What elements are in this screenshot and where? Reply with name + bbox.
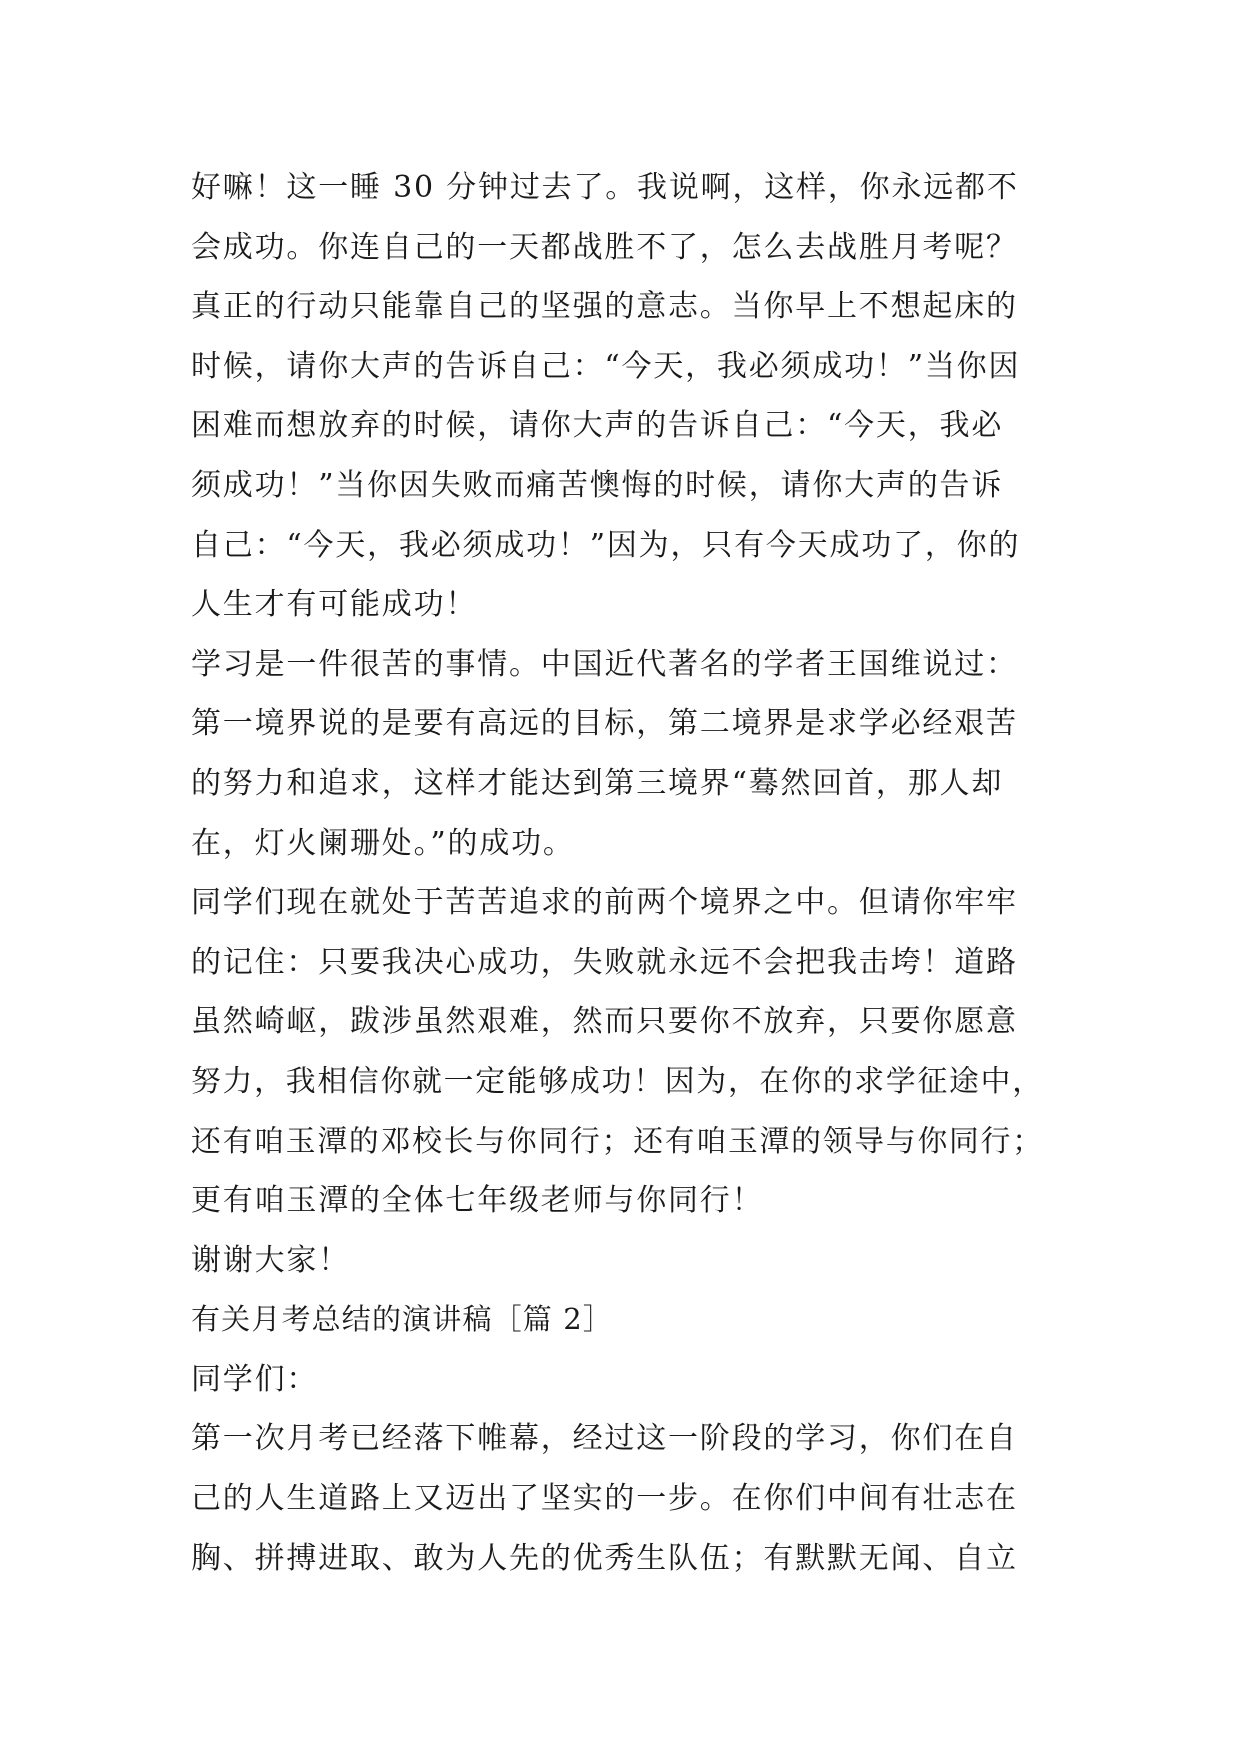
text-line: 的努力和追求，这样才能达到第三境界“蓦然回首，那人却 — [191, 765, 1004, 801]
text-line: 须成功！”当你因失败而痛苦懊悔的时候，请你大声的告诉 — [191, 467, 1004, 503]
text-line: 会成功。你连自己的一天都战胜不了，怎么去战胜月考呢？ — [191, 229, 1018, 265]
text-line: 努力，我相信你就一定能够成功！因为，在你的求学征途中， — [191, 1063, 1044, 1099]
salutation: 同学们： — [191, 1361, 319, 1397]
text-line: 学习是一件很苦的事情。中国近代著名的学者王国维说过： — [191, 646, 1018, 682]
text-line: 还有咱玉潭的邓校长与你同行；还有咱玉潭的领导与你同行； — [191, 1123, 1044, 1159]
text-line: 己的人生道路上又迈出了坚实的一步。在你们中间有壮志在 — [191, 1481, 1018, 1517]
text-line: 时候，请你大声的告诉自己：“今天，我必须成功！”当你因 — [191, 348, 1021, 384]
text-line: 好嘛！这一睡 30 分钟过去了。我说啊，这样，你永远都不 — [191, 170, 1019, 205]
text-line: 的记住：只要我决心成功，失败就永远不会把我击垮！道路 — [191, 944, 1018, 980]
text-line: 胸、拼搏进取、敢为人先的优秀生队伍；有默默无闻、自立 — [191, 1540, 1018, 1576]
section-heading: 有关月考总结的演讲稿［篇 2］ — [191, 1302, 614, 1337]
text-line: 在，灯火阑珊处。”的成功。 — [191, 825, 575, 861]
text-line: 自己：“今天，我必须成功！”因为，只有今天成功了，你的 — [191, 527, 1021, 563]
text-line: 更有咱玉潭的全体七年级老师与你同行！ — [191, 1183, 764, 1219]
text-line: 真正的行动只能靠自己的坚强的意志。当你早上不想起床的 — [191, 289, 1018, 325]
text-line: 困难而想放弃的时候，请你大声的告诉自己：“今天，我必 — [191, 408, 1004, 444]
text-line: 第一次月考已经落下帷幕，经过这一阶段的学习，你们在自 — [191, 1421, 1018, 1457]
text-line: 同学们现在就处于苦苦追求的前两个境界之中。但请你牢牢 — [191, 885, 1018, 921]
text-line: 第一境界说的是要有高远的目标，第二境界是求学必经艰苦 — [191, 706, 1018, 742]
text-line: 虽然崎岖，跋涉虽然艰难，然而只要你不放弃，只要你愿意 — [191, 1004, 1018, 1040]
document-body — [191, 158, 1049, 1588]
text-line: 人生才有可能成功！ — [191, 587, 478, 623]
closing-line: 谢谢大家！ — [191, 1242, 350, 1278]
